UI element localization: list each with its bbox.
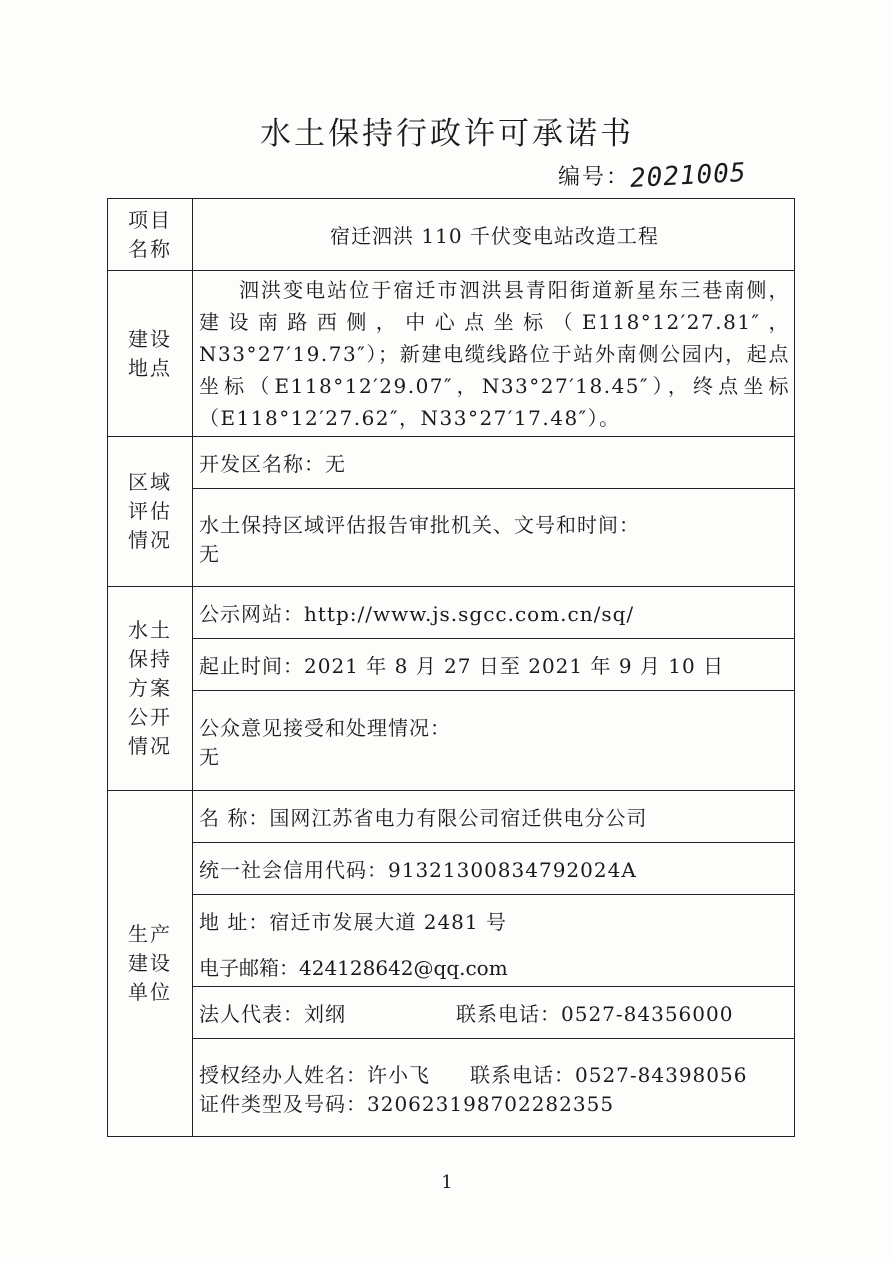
agent-line <box>199 1059 790 1088</box>
row-regional-approval <box>108 489 795 587</box>
regional-approval-cell <box>193 489 795 587</box>
website-value: 公示网站：http://www.js.sgcc.com.cn/sq/ <box>193 587 795 639</box>
dev-zone-value: 开发区名称：无 <box>193 437 795 489</box>
head-project-name: 项目 名称 <box>108 199 193 271</box>
row-legal-rep <box>108 987 795 1039</box>
row-agent <box>108 1039 795 1137</box>
head-unit: 生产 建设 单位 <box>108 791 193 1137</box>
agent-cell <box>193 1039 795 1137</box>
regional-approval-label: 水土保持区域评估报告审批机关、文号和时间： <box>199 512 640 537</box>
row-address <box>108 895 795 947</box>
legal-rep-value: 法人代表：刘纲 <box>199 1002 346 1026</box>
location-value: 泗洪变电站位于宿迁市泗洪县青阳街道新星东三巷南侧，建设南路西侧，中心点坐标（E118°12′27.81″，N33°27′19.73″）；新建电缆线路位于站外南侧公园内，起点坐标（E118°12′29.07″，N33°27′18.45″），终点坐标（E118°12′27.62″，N33°27′17.48″）。 <box>193 271 795 437</box>
document-title: 水土保持行政许可承诺书 <box>260 116 634 152</box>
period-value: 起止时间：2021 年 8 月 27 日至 2021 年 9 月 10 日 <box>193 639 795 691</box>
number-value: 2021005 <box>629 157 748 195</box>
row-period <box>108 639 795 691</box>
commitment-form-table <box>107 198 795 1137</box>
head-plan-public: 水土 保持 方案 公开 情况 <box>108 587 193 791</box>
row-opinion <box>108 691 795 791</box>
head-regional: 区域 评估 情况 <box>108 437 193 587</box>
email-value: 电子邮箱：424128642@qq.com <box>193 947 795 987</box>
document-number <box>558 157 748 195</box>
credit-code-value: 统一社会信用代码：91321300834792024A <box>193 843 795 895</box>
opinion-cell <box>193 691 795 791</box>
regional-approval-value: 无 <box>199 541 220 566</box>
id-number-value: 证件类型及号码：320623198702282355 <box>199 1091 615 1116</box>
number-label: 编号： <box>558 165 631 190</box>
unit-name-value: 名 称：国网江苏省电力有限公司宿迁供电分公司 <box>193 791 795 843</box>
address-value: 地 址：宿迁市发展大道 2481 号 <box>193 895 795 947</box>
agent-value: 授权经办人姓名：许小飞 <box>199 1062 430 1087</box>
legal-phone-value: 联系电话：0527-84356000 <box>456 1002 734 1026</box>
row-dev-zone <box>108 437 795 489</box>
row-website <box>108 587 795 639</box>
row-email <box>108 947 795 987</box>
row-unit-name <box>108 791 795 843</box>
opinion-label: 公众意见接受和处理情况： <box>199 715 451 740</box>
row-location <box>108 271 795 437</box>
legal-rep-cell <box>193 987 795 1039</box>
row-credit-code <box>108 843 795 895</box>
row-project-name <box>108 199 795 271</box>
head-location: 建设 地点 <box>108 271 193 437</box>
agent-phone-value: 联系电话：0527-84398056 <box>470 1062 748 1087</box>
opinion-value: 无 <box>199 744 220 769</box>
page-number: 1 <box>441 1172 453 1193</box>
project-name-value: 宿迁泗洪 110 千伏变电站改造工程 <box>193 199 795 271</box>
